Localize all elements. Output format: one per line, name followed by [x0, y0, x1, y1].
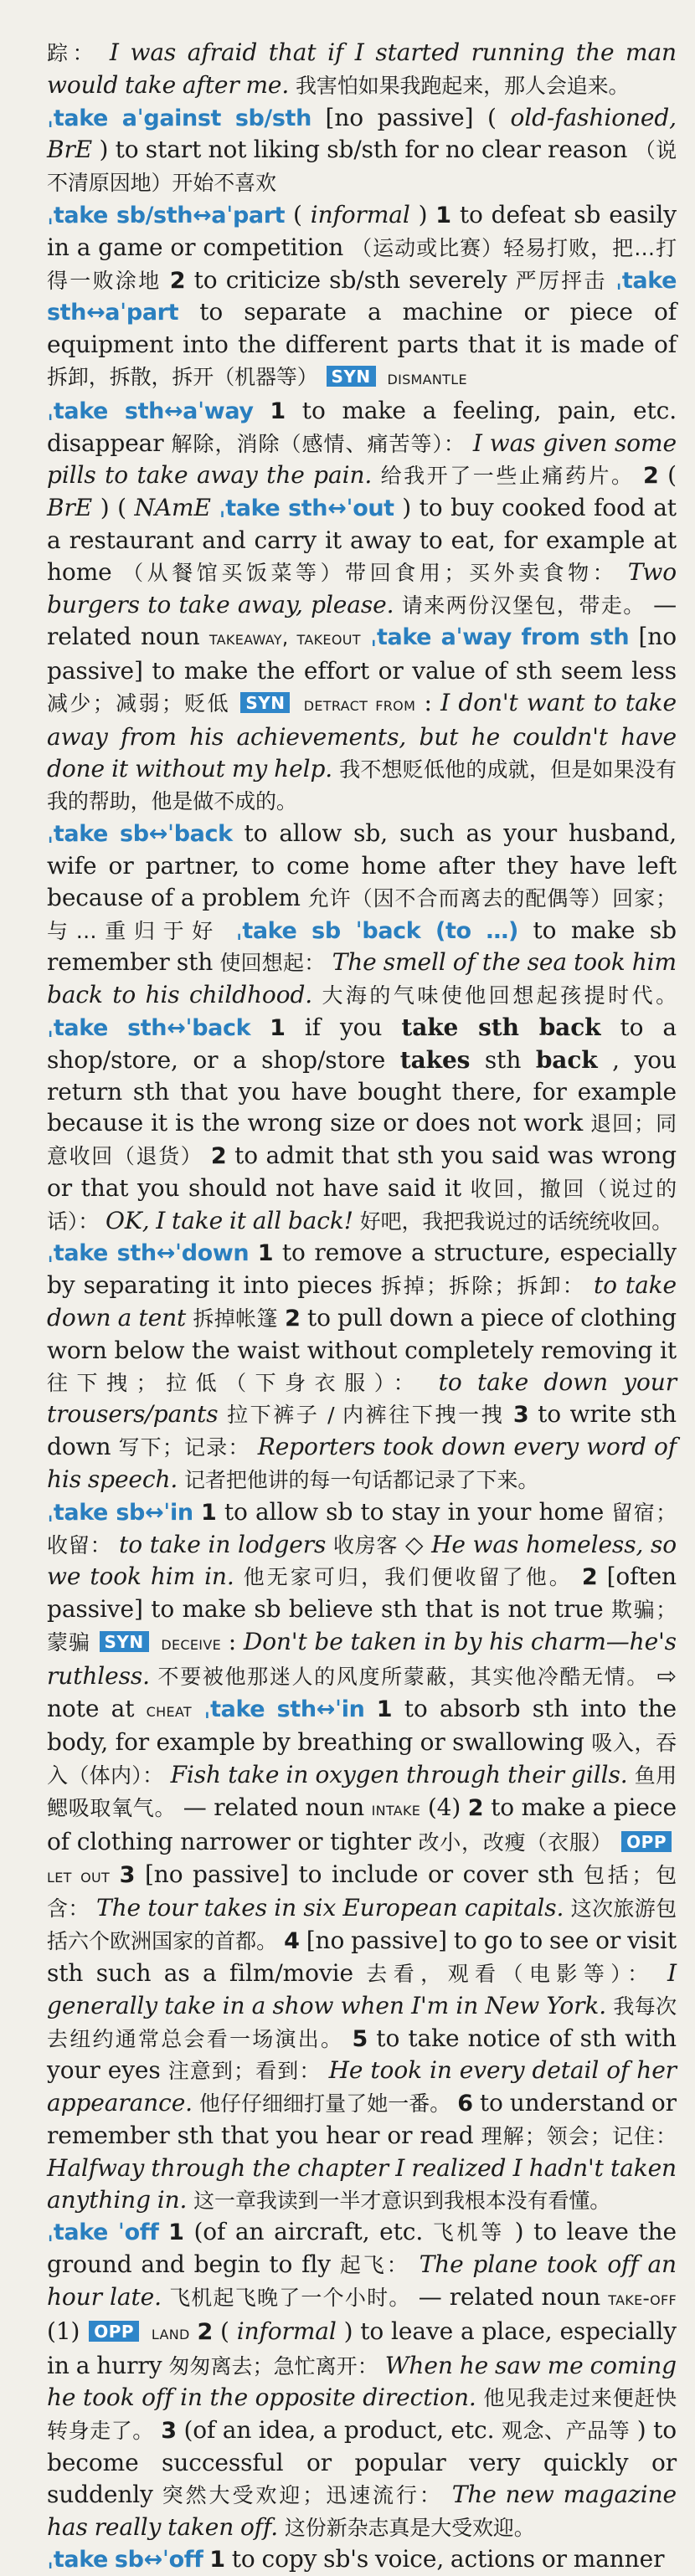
- chinese-translation: 拆卸，拆散，拆开（机器等）: [47, 364, 318, 389]
- definition-text: — related noun: [47, 590, 677, 651]
- example-text: I was given some pills to take away the pain.: [47, 428, 677, 490]
- definition-text: to make a piece of clothing narrower or tighter: [47, 1793, 677, 1855]
- chinese-translation: 去看，观看（电影等）：: [366, 1962, 655, 1987]
- entry-take-against: [47, 102, 677, 199]
- chinese-translation: （从餐馆买饭菜等）带回食用；买外卖食物：: [122, 560, 618, 585]
- sense-number: 1: [270, 398, 286, 424]
- definition-text: — related noun: [183, 1793, 365, 1822]
- chinese-translation: 踪：: [47, 41, 99, 65]
- chinese-translation: 严厉抨击: [515, 268, 607, 293]
- chinese-translation: 包括；包含：: [47, 1862, 677, 1922]
- bold-text: takes: [399, 1045, 471, 1074]
- chinese-translation: 飞机等: [432, 2220, 506, 2245]
- headword: ˌtake sb ˈback (to …): [235, 917, 518, 944]
- definition-text: to absorb sth into the body, for example by breathing or swallowing: [47, 1694, 677, 1757]
- chinese-translation: 飞机起飞晚了一个小时。: [169, 2285, 411, 2310]
- chinese-translation: 欺骗；蒙骗: [47, 1598, 677, 1655]
- example-text: OK, I take it all back!: [106, 1206, 353, 1234]
- chinese-translation: 匆匆离去；急忙离开：: [168, 2353, 378, 2378]
- chinese-translation: 这一章我读到一半才意识到我根本没有看懂。: [193, 2188, 611, 2213]
- chinese-translation: 改小，改瘦（衣服）: [418, 1829, 613, 1855]
- chinese-translation: 大海的气味使他回想起孩提时代。: [322, 983, 677, 1008]
- definition-text: if you: [304, 1013, 383, 1041]
- chinese-translation: 他无家可归，我们便收留了他。: [243, 1565, 573, 1590]
- example-text: The smell of the sea took him back to his childhood.: [47, 948, 677, 1009]
- example-text: I was afraid that if I started running the man would take after me.: [47, 38, 677, 99]
- headword: ˌtake aˈgainst sb/sth: [47, 105, 311, 131]
- example-text: BrE: [47, 494, 93, 522]
- definition-text: to understand or remember sth that you hear or read: [47, 2089, 677, 2149]
- example-text: informal: [310, 200, 410, 228]
- chinese-translation: 他见我走过来便赶快转身走了。: [47, 2386, 677, 2444]
- example-text: I generally take in a show when I'm in New York.: [47, 1959, 677, 2019]
- chinese-translation: 起飞：: [339, 2253, 410, 2278]
- headword: ˌtake sth↔ˈin: [203, 1696, 365, 1722]
- definition-text: to separate a machine or piece of equipment into the different parts that it is made of: [47, 298, 677, 359]
- example-text: Halfway through the chapter I realized I hadn't taken anything in.: [47, 2153, 677, 2214]
- definition-text: to make a feeling, pain, etc. disappear: [47, 396, 677, 457]
- definition-text: — related noun: [418, 2282, 601, 2311]
- chinese-translation: 允许（因不合而离去的配偶等）回家；与…重归于好: [47, 885, 677, 943]
- definition-text: ) to leave the ground and begin to fly: [47, 2218, 677, 2279]
- chinese-translation: 收回，撤回（说过的话）：: [47, 1176, 677, 1234]
- definition-text: , you return sth that you have bought there, for example because it is the wrong size or does not work: [47, 1045, 677, 1137]
- definition-text: :: [424, 688, 432, 716]
- chinese-translation: 退回；同意收回（退货）: [47, 1111, 677, 1169]
- cross-reference: takeaway, takeout: [208, 628, 361, 650]
- definition-text: to make sb remember sth: [47, 916, 677, 977]
- headword: ˌtake sth↔ˈback: [47, 1014, 251, 1041]
- cross-reference: take-off: [608, 2287, 677, 2310]
- definition-text: (: [293, 200, 302, 228]
- example-text: to take in lodgers: [119, 1530, 327, 1558]
- headword: ˌtake sth↔aˈway: [47, 398, 254, 424]
- label-badge: SYN: [327, 366, 376, 387]
- chinese-translation: 使回想起：: [219, 951, 326, 976]
- example-text: When he saw me coming he took off in the opposite direction.: [47, 2351, 677, 2412]
- definition-text: ) to buy cooked food at a restaurant and carry it away to eat, for example at home: [47, 494, 677, 586]
- definition-text: ) to start not liking sb/sth for no clear reason: [99, 136, 628, 164]
- chinese-translation: 这份新杂志真是大受欢迎。: [284, 2515, 535, 2540]
- headword: ˌtake sb/sth↔aˈpart: [47, 202, 286, 228]
- definition-text: to criticize sb/sth severely: [193, 265, 507, 294]
- entry-take-apart: [47, 199, 677, 395]
- chinese-translation: 我害怕如果我跑起来，那人会追来。: [296, 73, 630, 98]
- chinese-translation: 收房客: [332, 1532, 399, 1557]
- chinese-translation: 写下；记录：: [118, 1435, 250, 1460]
- cross-reference: land: [151, 2322, 190, 2344]
- example-text: He was homeless, so we took him in.: [47, 1530, 677, 1591]
- chinese-translation: 减少；减弱；贬低: [47, 690, 231, 716]
- label-badge: SYN: [240, 692, 290, 713]
- sense-number: 5: [352, 2025, 368, 2052]
- chinese-translation: 记者把他讲的每一句话都记录了下来。: [184, 1468, 539, 1493]
- chinese-translation: 我不想贬低他的成就，但是如果没有我的帮助，他是做不成的。: [47, 757, 677, 814]
- label-badge: OPP: [89, 2321, 139, 2342]
- example-text: The tour takes in six European capitals.: [96, 1894, 564, 1922]
- sense-number: 2: [210, 1143, 227, 1170]
- sense-number: 1: [376, 1696, 393, 1722]
- example-text: I don't want to take away from his achievements, but he couldn't have done it without my help.: [47, 688, 677, 783]
- definition-text: to remove a structure, especially by separating it into pieces: [47, 1239, 677, 1300]
- chinese-translation: 解除，消除（感情、痛苦等）：: [171, 431, 466, 456]
- definition-text: to pull down a piece of clothing worn below the waist without completely removing it: [47, 1304, 677, 1364]
- sense-number: 6: [457, 2091, 473, 2117]
- chinese-translation: 鱼用鳃吸取氧气。: [47, 1763, 677, 1821]
- dictionary-column: [47, 37, 677, 2576]
- entry-take-off: [47, 2216, 677, 2543]
- example-text: old-fashioned, BrE: [47, 103, 677, 164]
- definition-text: (4): [427, 1793, 461, 1822]
- definition-text: ) to leave a place, especially in a hurry: [47, 2317, 677, 2379]
- example-text: Don't be taken in by his charm—he's ruthless.: [47, 1628, 677, 1690]
- headword: ˌtake sth↔aˈpart: [47, 267, 677, 326]
- chinese-translation: 拆掉帐篷: [193, 1306, 278, 1332]
- definition-text: [no passive] (: [325, 103, 497, 131]
- chinese-translation: 他仔仔细细打量了她一番。: [198, 2091, 451, 2117]
- sense-number: 2: [197, 2318, 214, 2345]
- headword: ˌtake sth↔ˈdown: [47, 1240, 250, 1267]
- definition-text: to copy sb's voice, actions or manner: [231, 2545, 665, 2573]
- sense-number: 3: [512, 1402, 529, 1429]
- entry-take-in: [47, 1496, 677, 2217]
- headword: ˌtake aˈway from sth: [370, 624, 630, 651]
- sense-number: 4: [284, 1928, 300, 1955]
- headword: ˌtake ˈoff: [47, 2219, 159, 2246]
- sense-number: 1: [257, 1240, 274, 1267]
- chinese-translation: 拉下裤子 / 内裤往下拽一拽: [227, 1403, 505, 1428]
- chinese-translation: 给我开了一些止痛药片。: [380, 464, 635, 489]
- chinese-translation: （运动或比赛）轻易打败，把…打得一败涂地: [47, 235, 677, 293]
- definition-text: (of an aircraft, etc.: [193, 2218, 424, 2246]
- entry-take-down: [47, 1237, 677, 1496]
- cross-reference: cheat: [146, 1699, 192, 1722]
- chinese-translation: 不要被他那迷人的风度所蒙蔽，其实他冷酷无情。: [157, 1664, 650, 1689]
- cross-reference: let out: [47, 1865, 111, 1887]
- definition-text: to allow sb, such as your husband, wife or partner, to come home after they have left because of a problem: [47, 819, 677, 911]
- sense-number: 1: [435, 202, 451, 228]
- cross-reference: dismantle: [387, 367, 467, 389]
- sense-number: 1: [270, 1014, 286, 1041]
- chinese-translation: 理解；领会；记住：: [481, 2124, 677, 2148]
- definition-text: to write sth down: [47, 1400, 677, 1461]
- chinese-translation: 注意到；看到：: [167, 2059, 322, 2084]
- example-text: NAmE: [134, 494, 211, 522]
- chinese-translation: 观念、产品等: [501, 2419, 631, 2444]
- example-text: to take down a tent: [47, 1271, 677, 1332]
- entry-take-off-sb: [47, 2543, 677, 2576]
- definition-text: note at: [47, 1694, 135, 1722]
- sense-number: 1: [209, 2547, 225, 2573]
- example-text: He took in every detail of her appearance.: [47, 2056, 677, 2117]
- cross-reference: intake: [371, 1799, 421, 1821]
- definition-text: to allow sb to stay in your home: [224, 1497, 605, 1526]
- sense-number: 1: [200, 1499, 217, 1526]
- definition-text: ) (: [100, 494, 126, 522]
- sense-number: 2: [169, 267, 186, 294]
- example-text: The plane took off an hour late.: [47, 2250, 677, 2311]
- entry-take-away: [47, 395, 677, 818]
- sense-number: 3: [119, 1861, 136, 1888]
- sense-number: 1: [168, 2219, 184, 2246]
- example-text: Reporters took down every word of his speech.: [47, 1433, 677, 1494]
- example-text: to take down your trousers/pants: [47, 1368, 677, 1429]
- definition-text: to admit that sth you said was wrong or that you should not have said it: [47, 1142, 677, 1202]
- chinese-translation: 留宿；收留：: [47, 1500, 677, 1557]
- chinese-translation: 好吧，我把我说过的话统统收回。: [359, 1208, 673, 1234]
- definition-text: sth: [484, 1045, 522, 1074]
- example-text: Two burgers to take away, please.: [47, 557, 677, 618]
- definition-text: [no passive] to go to see or visit sth such as a film/movie: [47, 1927, 677, 1988]
- headword: ˌtake sb↔ˈback: [47, 821, 233, 848]
- definition-text: ): [418, 200, 428, 228]
- label-badge: SYN: [100, 1631, 149, 1652]
- entry-take-back: [47, 818, 677, 1237]
- chinese-translation: 吸入，吞入（体内）：: [47, 1731, 677, 1788]
- chinese-translation: 往下拽；拉低（下身衣服）：: [47, 1370, 424, 1395]
- example-text: Fish take in oxygen through their gills.: [170, 1761, 628, 1789]
- headword: ˌtake sb↔ˈoff: [47, 2547, 203, 2573]
- chinese-translation: 拆掉；拆除；拆卸：: [380, 1274, 585, 1299]
- label-badge: OPP: [621, 1831, 672, 1852]
- definition-text: [no passive] to make the effort or value of sth seem less: [47, 623, 677, 685]
- definition-text: ) to become successful or popular very quickly or suddenly: [47, 2416, 677, 2508]
- sense-number: 2: [285, 1306, 301, 1332]
- chinese-translation: 这次旅游包括六个欧洲国家的首都。: [47, 1896, 677, 1954]
- chinese-translation: 我每次去纽约通常总会看一场演出。: [47, 1994, 677, 2051]
- bold-text: back: [535, 1045, 598, 1074]
- definition-text: to defeat sb easily in a game or competition: [47, 200, 677, 261]
- definition-text: (of an idea, a product, etc.: [183, 2416, 495, 2445]
- sense-number: 3: [161, 2418, 177, 2445]
- definition-text: to a shop/store, or a shop/store: [47, 1013, 677, 1074]
- definition-text: to take notice of sth with your eyes: [47, 2024, 677, 2085]
- definition-text: [often passive] to make sb believe sth that is not true: [47, 1563, 677, 1624]
- sense-number: 2: [643, 463, 659, 490]
- sense-number: 2: [581, 1564, 598, 1591]
- entry-cont: [47, 37, 677, 102]
- chinese-translation: （说不清原因地）开始不喜欢: [47, 138, 677, 196]
- right-arrow-icon: ⇨: [656, 1661, 677, 1690]
- definition-text: (1): [47, 2317, 80, 2345]
- headword: ˌtake sth↔ˈout: [219, 495, 394, 522]
- definition-text: ◇: [405, 1530, 425, 1558]
- cross-reference: deceive: [161, 1633, 221, 1655]
- example-text: The new magazine has really taken off.: [47, 2480, 677, 2541]
- bold-text: take sth back: [401, 1013, 601, 1041]
- headword: ˌtake sb↔ˈin: [47, 1499, 193, 1526]
- chinese-translation: 请来两份汉堡包，带走。: [401, 593, 646, 618]
- definition-text: (: [667, 461, 677, 490]
- cross-reference: detract from: [303, 693, 416, 716]
- definition-text: :: [228, 1628, 237, 1656]
- definition-text: (: [220, 2317, 229, 2345]
- example-text: informal: [236, 2317, 337, 2345]
- sense-number: 2: [467, 1795, 484, 1822]
- definition-text: [no passive] to include or cover sth: [144, 1860, 574, 1888]
- chinese-translation: 突然大受欢迎；迅速流行：: [162, 2482, 443, 2507]
